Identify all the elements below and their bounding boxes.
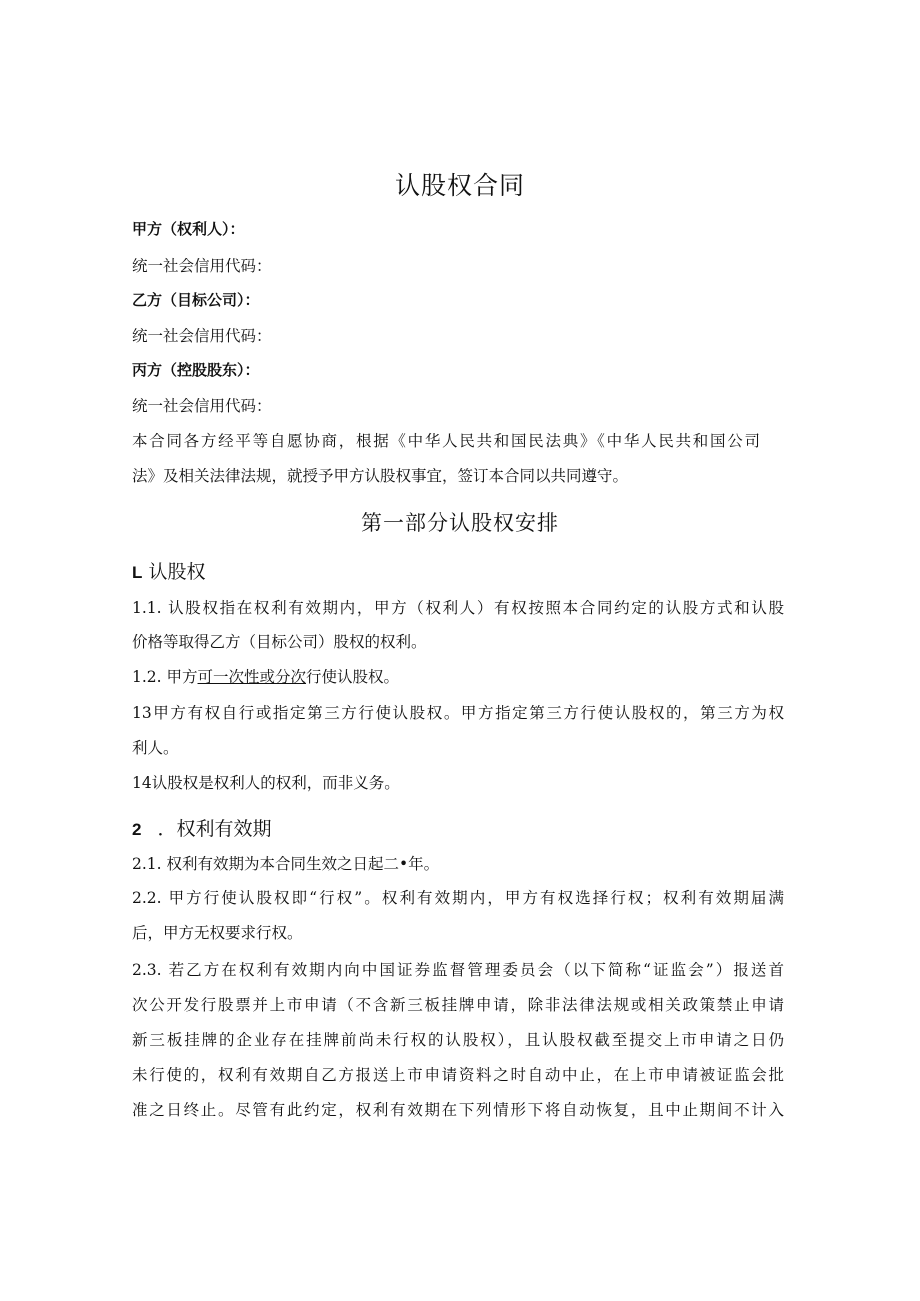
clause-2-3-line-5: 准之日终止。尽管有此约定，权利有效期在下列情形下将自动恢复，且中止期间不计入 (132, 1101, 784, 1119)
clause-2-2-line-1: 2.2. 甲方行使认股权即“行权”。权利有效期内，甲方有权选择行权；权利有效期届满 (132, 889, 784, 907)
clause-1-3-line-2: 利人。 (132, 739, 179, 757)
clause-1-1-line-1: 1.1. 认股权指在权利有效期内，甲方（权利人）有权按照本合同约定的认股方式和认股 (132, 599, 784, 617)
clause-1-4: 14认股权是权利人的权利，而非义务。 (132, 774, 400, 792)
party-a-credit-code: 统一社会信用代码： (132, 257, 272, 275)
clause-2-2-line-2: 后，甲方无权要求行权。 (132, 924, 303, 942)
section-1-title: 认股权 (148, 561, 206, 583)
section-2-heading (132, 814, 272, 841)
clause-2-3-line-4: 未行使的，权利有效期自乙方报送上市申请资料之时自动中止，在上市申请被证监会批 (132, 1066, 784, 1084)
clause-1-2 (132, 665, 399, 687)
clause-1-2-suffix: 行使认股权。 (306, 668, 400, 686)
party-c-credit-code: 统一社会信用代码： (132, 397, 272, 415)
clause-2-1: 2.1. 权利有效期为本合同生效之日起二•年。 (132, 855, 440, 873)
clause-1-2-underlined: 可一次性或分次 (197, 668, 307, 686)
clause-2-3-line-1: 2.3. 若乙方在权利有效期内向中国证券监督管理委员会（以下简称“证监会”）报送首 (132, 961, 784, 979)
section-2-title: ．权利有效期 (157, 818, 272, 840)
clause-1-1-line-2: 价格等取得乙方（目标公司）股权的权利。 (132, 633, 427, 651)
clause-2-3-line-3: 新三板挂牌的企业存在挂牌前尚未行权的认股权），且认股权截至提交上市申请之日仍 (132, 1031, 784, 1049)
part-one-heading: 第一部分认股权安排 (361, 511, 559, 535)
document-title: 认股权合同 (394, 171, 525, 200)
section-1-heading (132, 557, 205, 584)
clause-2-3-line-2: 次公开发行股票并上市申请（不含新三板挂牌申请，除非法律法规或相关政策禁止申请 (132, 996, 784, 1014)
party-b-credit-code: 统一社会信用代码： (132, 327, 272, 345)
section-2-number: 2 (132, 820, 142, 839)
party-a-label: 甲方（权利人）： (132, 220, 245, 238)
preamble-line-2: 法》及相关法律法规，就授予甲方认股权事宜，签订本合同以共同遵守。 (132, 467, 629, 485)
party-c-label: 丙方（控股股东）： (132, 361, 260, 379)
section-1-number: L (132, 563, 143, 582)
clause-1-3-line-1: 13甲方有权自行或指定第三方行使认股权。甲方指定第三方行使认股权的，第三方为权 (132, 704, 784, 722)
preamble-line-1: 本合同各方经平等自愿协商，根据《中华人民共和国民法典》《中华人民共和国公司 (132, 432, 760, 450)
party-b-label: 乙方（目标公司）： (132, 291, 260, 309)
clause-1-2-prefix: 1.2. 甲方 (132, 668, 198, 686)
